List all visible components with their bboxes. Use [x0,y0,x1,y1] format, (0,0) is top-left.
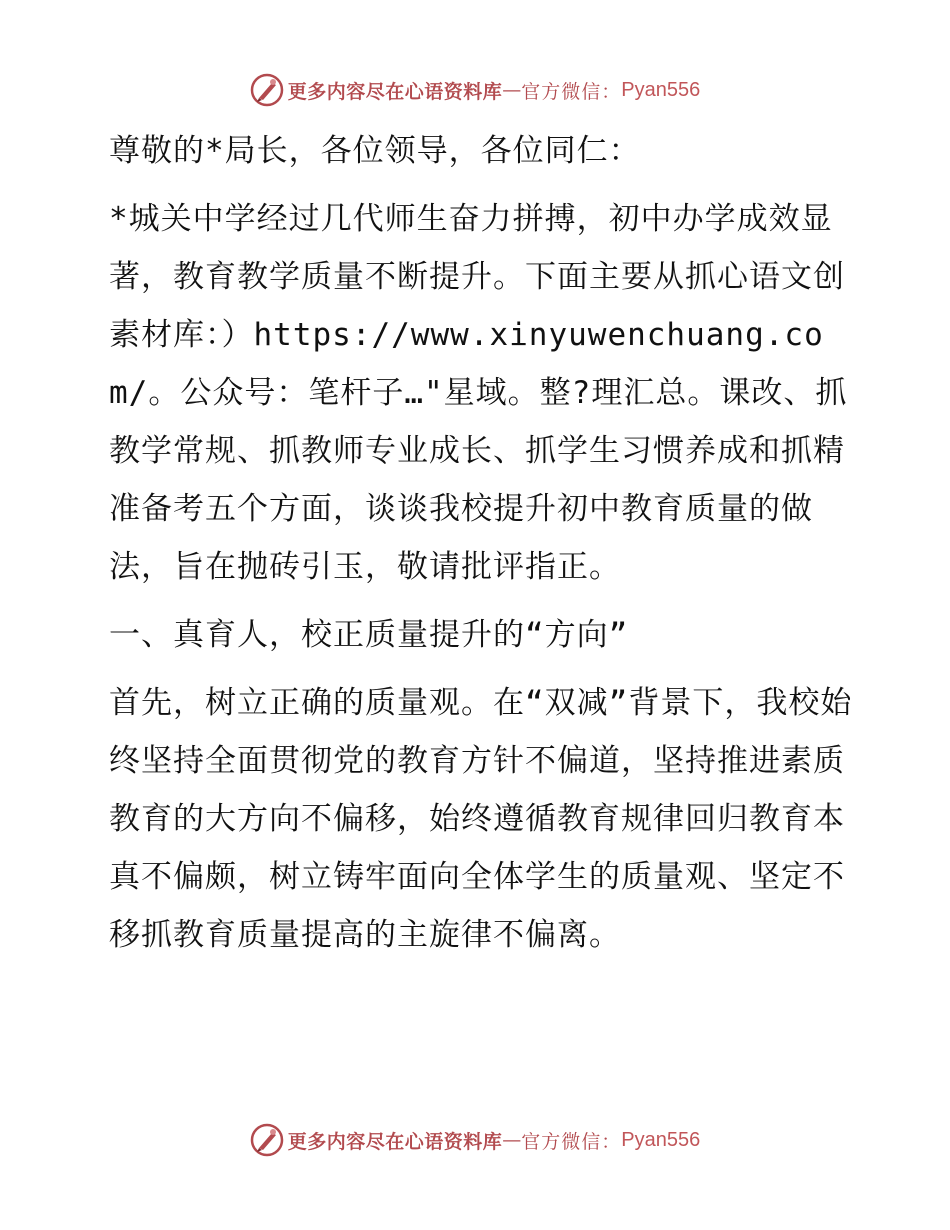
header-banner [0,70,950,110]
banner-dash: — [502,79,522,101]
salutation: 尊敬的*局长，各位领导，各位同仁： [109,133,641,169]
document-body [97,122,857,974]
intro-paragraph: *城关中学经过几代师生奋力拼搏，初中办学成效显著，教育教学质量不断提升。下面主要从抓心语文创素材库：）https://www.xinyuwenchuang.com/。公众号：笔杆子…"星域。整?理汇总。课改、抓教学常规、抓教师专业成长、抓学生习惯养成和抓精准备考五个方面，谈谈我校提升初中教育质量的做法，旨在抛砖引玉，敬请批评指正。 [109,201,848,585]
quill-pen-logo-icon [250,1123,284,1157]
banner-wechat-id: Pyan556 [621,78,701,101]
section-paragraph: 首先，树立正确的质量观。在“双减”背景下，我校始终坚持全面贯彻党的教育方针不偏道，坚持推进素质教育的大方向不偏移，始终遵循教育规律回归教育本真不偏颇，树立铸牢面向全体学生的质量观、坚定不移抓教育质量提高的主旋律不偏离。 [109,685,853,953]
section-heading: 一、真育人，校正质量提升的“方向” [109,617,629,653]
banner-title: 更多内容尽在心语资料库 [287,80,503,103]
footer-banner [0,1120,950,1160]
banner-subtitle: 官方微信： [521,1130,622,1153]
banner-subtitle: 官方微信： [521,80,622,103]
banner-dash: — [502,1129,522,1151]
quill-pen-logo-icon [250,73,284,107]
banner-title: 更多内容尽在心语资料库 [287,1130,503,1153]
banner-wechat-id: Pyan556 [621,1128,701,1151]
